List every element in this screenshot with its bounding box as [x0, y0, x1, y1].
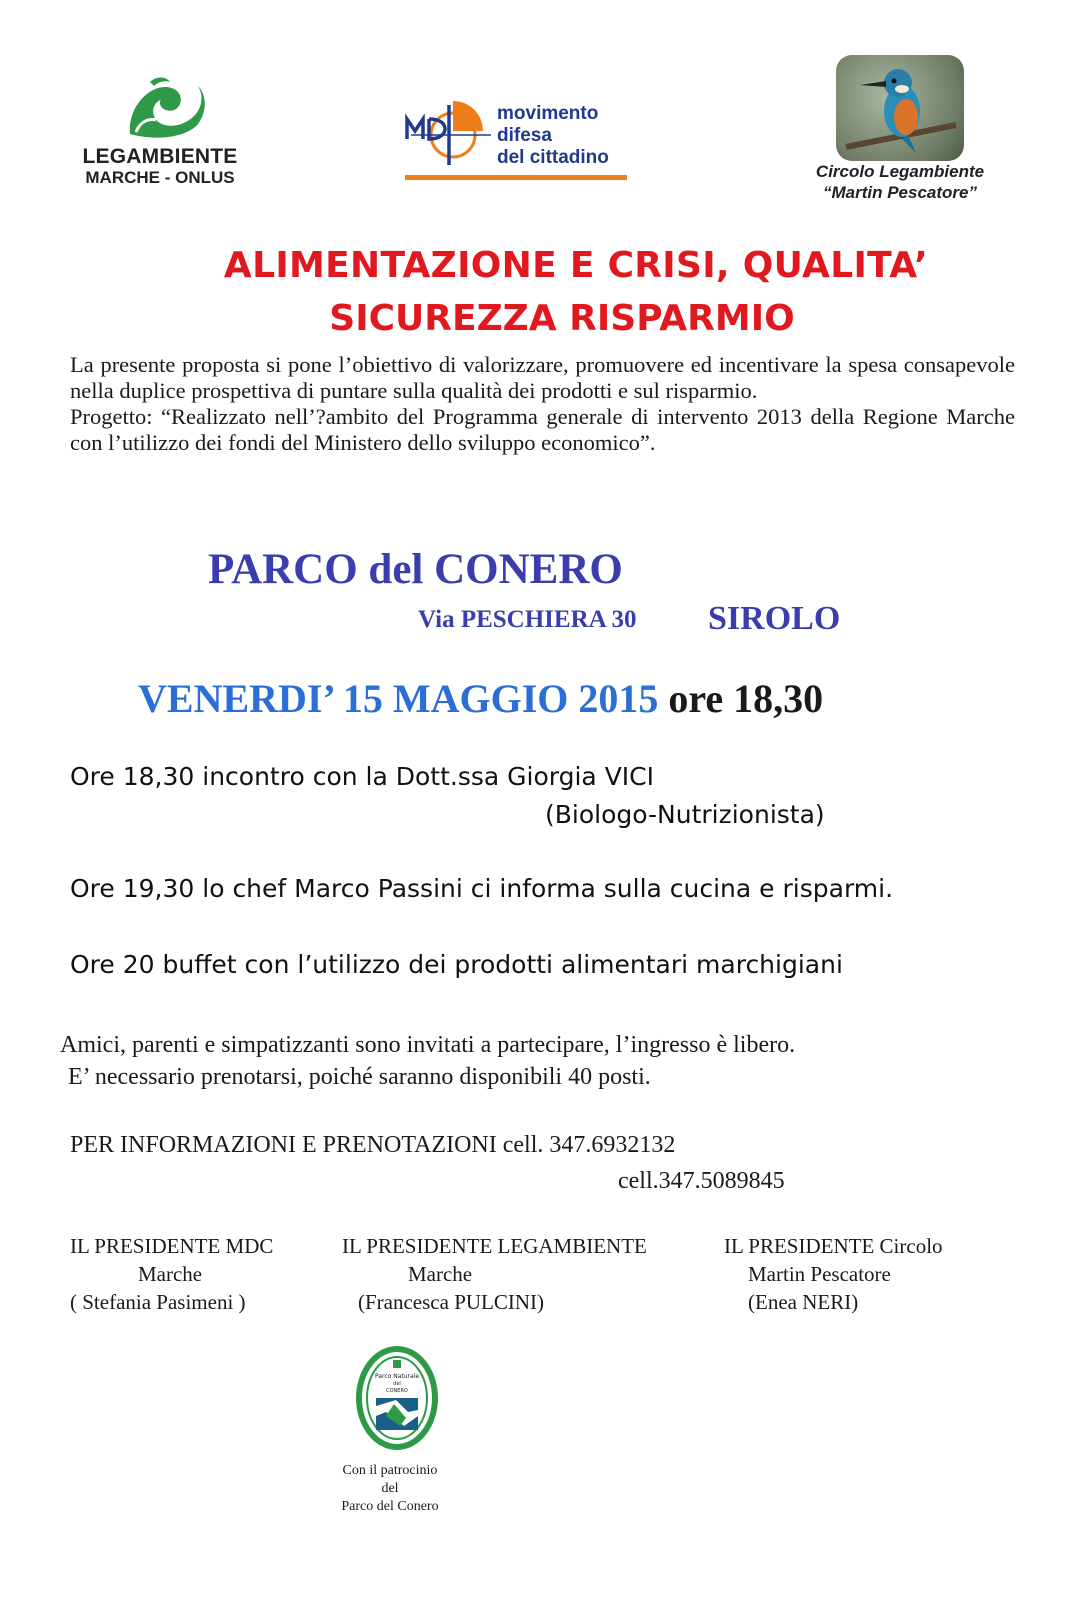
signature-role: IL PRESIDENTE MDC	[70, 1234, 274, 1258]
signature-mdc	[70, 1232, 273, 1316]
parco-conero-logo-icon	[356, 1346, 438, 1450]
intro-paragraph-1: La presente proposta si pone l’obiettivo di valorizzare, promuovere ed incentivare la spesa consapevole nella duplice prospettiva di puntare sulla qualità dei prodotti e sul risparmio.	[70, 352, 1015, 403]
signature-person: (Francesca PULCINI)	[358, 1290, 545, 1314]
headline-line-2: SICUREZZA RISPARMIO	[329, 298, 795, 339]
headline-line-1: ALIMENTAZIONE E CRISI, QUALITA’	[223, 245, 929, 286]
legambiente-name: LEGAMBIENTE	[82, 145, 238, 168]
invitation-line-2: E’ necessario prenotarsi, poiché saranno disponibili 40 posti.	[68, 1064, 651, 1090]
venue-address: Via PESCHIERA 30	[418, 606, 637, 633]
signature-person: ( Stefania Pasimeni )	[70, 1290, 246, 1314]
parco-logo-line-2: del	[393, 1381, 401, 1387]
patronage-text	[300, 1462, 480, 1516]
program-item-2: Ore 19,30 lo chef Marco Passini ci informa sulla cucina e risparmi.	[70, 874, 894, 903]
intro-paragraph-2: Progetto: “Realizzato nell’?ambito del Programma generale di intervento 2013 della Regione Marche con l’utilizzo dei fondi del Ministero dello sviluppo economico”.	[70, 404, 1015, 455]
event-date: VENERDI’ 15 MAGGIO 2015	[138, 676, 659, 721]
signature-circolo	[724, 1232, 943, 1316]
program-item-1-role: (Biologo-Nutrizionista)	[545, 800, 825, 829]
signature-region: Marche	[138, 1262, 203, 1286]
mdc-line-1: movimento	[497, 103, 599, 124]
patronage-line-1: Con il patrocinio	[342, 1463, 438, 1478]
mdc-wordmark	[497, 103, 609, 169]
patronage-line-2: del	[381, 1481, 399, 1496]
legambiente-subtitle: MARCHE - ONLUS	[85, 168, 235, 187]
signature-region: Marche	[408, 1262, 473, 1286]
signature-legambiente	[342, 1232, 647, 1316]
swan-icon	[110, 74, 210, 144]
program-item-3: Ore 20 buffet con l’utilizzo dei prodotti alimentari marchigiani	[70, 950, 843, 979]
info-contact-cell-2: cell.347.5089845	[618, 1168, 785, 1194]
invitation-line-1: Amici, parenti e simpatizzanti sono invitati a partecipare, l’ingresso è libero.	[60, 1032, 796, 1058]
mdc-logo	[405, 95, 635, 185]
signature-person: (Enea NERI)	[748, 1290, 859, 1314]
parco-logo-line-3: CONERO	[386, 1388, 408, 1394]
mdc-monogram-icon	[405, 95, 495, 173]
mdc-line-3: del cittadino	[497, 147, 609, 168]
signature-role: IL PRESIDENTE LEGAMBIENTE	[342, 1234, 647, 1258]
kingfisher-photo	[836, 55, 964, 161]
signature-role: IL PRESIDENTE Circolo	[724, 1234, 943, 1258]
venue-name: PARCO del CONERO	[208, 546, 623, 593]
info-contact: PER INFORMAZIONI E PRENOTAZIONI cell. 347.6932132	[70, 1132, 676, 1158]
mdc-line-2: difesa	[497, 125, 552, 146]
intro-text	[70, 352, 1015, 456]
legambiente-logo	[70, 74, 250, 204]
event-time: ore 18,30	[668, 676, 824, 721]
circolo-logo	[800, 55, 1000, 215]
event-date-line	[138, 675, 823, 722]
circolo-name: Circolo Legambiente	[815, 162, 985, 181]
mdc-underline	[405, 175, 627, 180]
circolo-subname: “Martin Pescatore”	[823, 183, 977, 202]
program-item-1: Ore 18,30 incontro con la Dott.ssa Giorgia VICI	[70, 762, 654, 791]
signature-region: Martin Pescatore	[748, 1262, 891, 1286]
patronage-line-3: Parco del Conero	[341, 1499, 439, 1514]
venue-city: SIROLO	[708, 600, 841, 637]
parco-logo-line-1: Parco Naturale	[374, 1373, 420, 1380]
